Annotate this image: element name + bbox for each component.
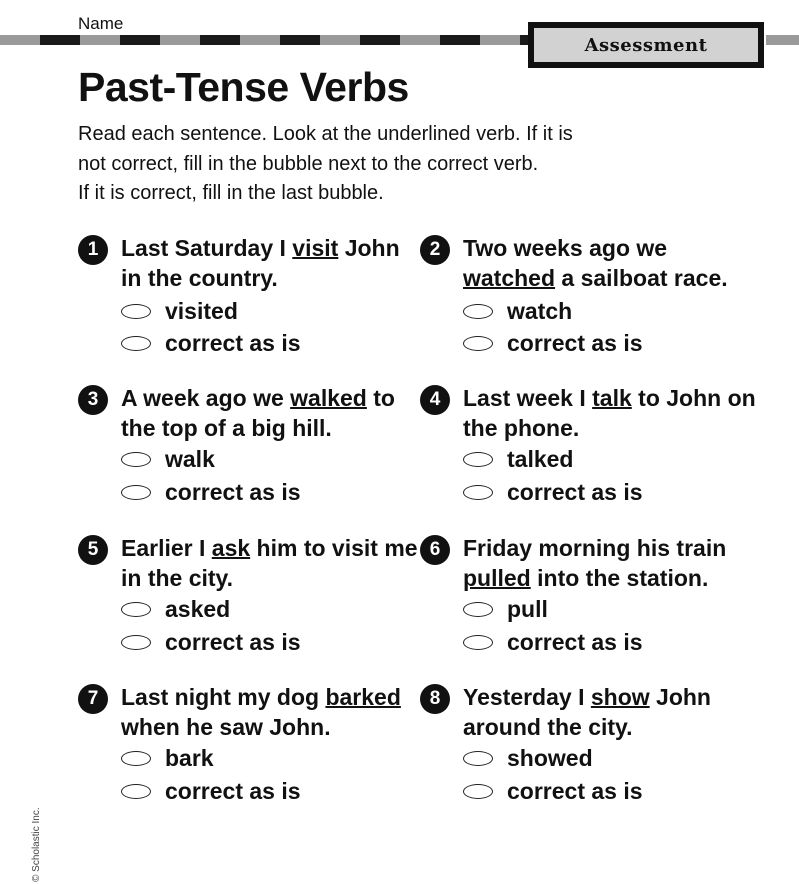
answer-option[interactable] — [463, 776, 643, 806]
assessment-badge — [528, 22, 764, 68]
answer-option-label: correct as is — [507, 478, 643, 505]
answer-option-label: correct as is — [507, 777, 643, 804]
instructions-line: If it is correct, fill in the last bubble. — [78, 182, 384, 204]
answer-option[interactable] — [463, 477, 643, 507]
answer-option-label: walk — [165, 445, 215, 472]
question-sentence — [463, 533, 763, 593]
answer-bubble[interactable] — [121, 452, 151, 467]
underlined-verb: barked — [325, 684, 401, 710]
copyright-notice: © Scholastic Inc. — [31, 807, 42, 882]
answer-option-label: talked — [507, 445, 574, 472]
question-number-badge: 2 — [420, 235, 450, 265]
answer-option[interactable] — [463, 627, 643, 657]
instructions — [78, 120, 573, 209]
answer-option-label: correct as is — [507, 329, 643, 356]
question-sentence — [463, 383, 763, 443]
underlined-verb: walked — [290, 385, 367, 411]
answer-bubble[interactable] — [121, 336, 151, 351]
underlined-verb: ask — [211, 535, 251, 561]
answer-bubble[interactable] — [463, 485, 493, 500]
sentence-text: to John on the phone. — [463, 385, 756, 441]
question-sentence — [121, 383, 421, 443]
answer-bubble[interactable] — [463, 784, 493, 799]
question-number-badge: 5 — [78, 535, 108, 565]
sentence-text: a sailboat race. — [555, 265, 728, 291]
question-sentence — [463, 233, 763, 293]
sentence-text: Last night my dog — [121, 684, 326, 710]
answer-option[interactable] — [463, 444, 573, 474]
question-number-badge: 1 — [78, 235, 108, 265]
instructions-line: not correct, fill in the bubble next to the correct verb. — [78, 152, 539, 175]
answer-option[interactable] — [121, 477, 301, 507]
sentence-text: Yesterday I — [463, 684, 591, 710]
answer-bubble[interactable] — [121, 485, 151, 500]
answer-option-label: correct as is — [165, 478, 301, 505]
sentence-text: Last week I — [463, 385, 593, 411]
answer-bubble[interactable] — [121, 784, 151, 799]
answer-bubble[interactable] — [121, 602, 151, 617]
answer-option-label: pull — [507, 595, 548, 622]
answer-option-label: bark — [165, 744, 214, 771]
question-sentence — [121, 233, 421, 293]
answer-option-label: correct as is — [507, 628, 643, 655]
assessment-badge-label: Assessment — [534, 28, 758, 62]
answer-bubble[interactable] — [463, 452, 493, 467]
question-number-badge: 7 — [78, 684, 108, 714]
answer-bubble[interactable] — [463, 304, 493, 319]
dashed-header-rule — [0, 35, 530, 45]
answer-option-label: showed — [507, 744, 593, 771]
answer-option-label: asked — [165, 595, 231, 622]
answer-bubble[interactable] — [121, 751, 151, 766]
sentence-text: John around the city. — [463, 684, 711, 740]
underlined-verb: talk — [592, 385, 632, 411]
answer-option[interactable] — [121, 743, 214, 773]
underlined-verb: watched — [463, 265, 556, 291]
page-title: Past-Tense Verbs — [78, 64, 409, 110]
answer-option[interactable] — [463, 328, 643, 358]
dashed-header-rule-end — [766, 35, 799, 45]
underlined-verb: visit — [292, 235, 339, 261]
name-label: Name — [78, 14, 124, 33]
answer-option[interactable] — [121, 296, 238, 326]
question-sentence — [463, 682, 763, 742]
question-number-badge: 8 — [420, 684, 450, 714]
question-sentence — [121, 682, 421, 742]
question-number-badge: 4 — [420, 385, 450, 415]
question-sentence — [121, 533, 421, 593]
answer-option-label: correct as is — [165, 777, 301, 804]
answer-option-label: watch — [507, 297, 573, 324]
sentence-text: to the top of a big hill. — [121, 385, 395, 441]
answer-bubble[interactable] — [463, 635, 493, 650]
answer-bubble[interactable] — [121, 304, 151, 319]
instructions-line: Read each sentence. Look at the underlined verb. If it is — [78, 123, 573, 145]
sentence-text: when he saw John. — [121, 714, 331, 740]
question-number-badge: 6 — [420, 535, 450, 565]
answer-bubble[interactable] — [463, 602, 493, 617]
answer-option[interactable] — [463, 743, 593, 773]
sentence-text: him to visit me in the city. — [121, 535, 418, 591]
question-number-badge: 3 — [78, 385, 108, 415]
answer-bubble[interactable] — [121, 635, 151, 650]
answer-option[interactable] — [121, 627, 301, 657]
answer-option-label: visited — [165, 297, 238, 324]
answer-option[interactable] — [121, 594, 230, 624]
answer-bubble[interactable] — [463, 751, 493, 766]
answer-option[interactable] — [463, 594, 548, 624]
underlined-verb: show — [590, 684, 650, 710]
answer-option[interactable] — [121, 328, 301, 358]
sentence-text: Two weeks ago we — [463, 235, 668, 261]
answer-option[interactable] — [121, 444, 215, 474]
sentence-text: into the station. — [530, 565, 709, 591]
sentence-text: Earlier I — [121, 535, 212, 561]
sentence-text: Friday morning his train — [463, 535, 727, 561]
sentence-text: A week ago we — [121, 385, 291, 411]
answer-option-label: correct as is — [165, 329, 301, 356]
answer-option-label: correct as is — [165, 628, 301, 655]
answer-bubble[interactable] — [463, 336, 493, 351]
answer-option[interactable] — [463, 296, 572, 326]
sentence-text: John in the country. — [121, 235, 400, 291]
answer-option[interactable] — [121, 776, 301, 806]
underlined-verb: pulled — [463, 565, 531, 591]
sentence-text: Last Saturday I — [121, 235, 293, 261]
